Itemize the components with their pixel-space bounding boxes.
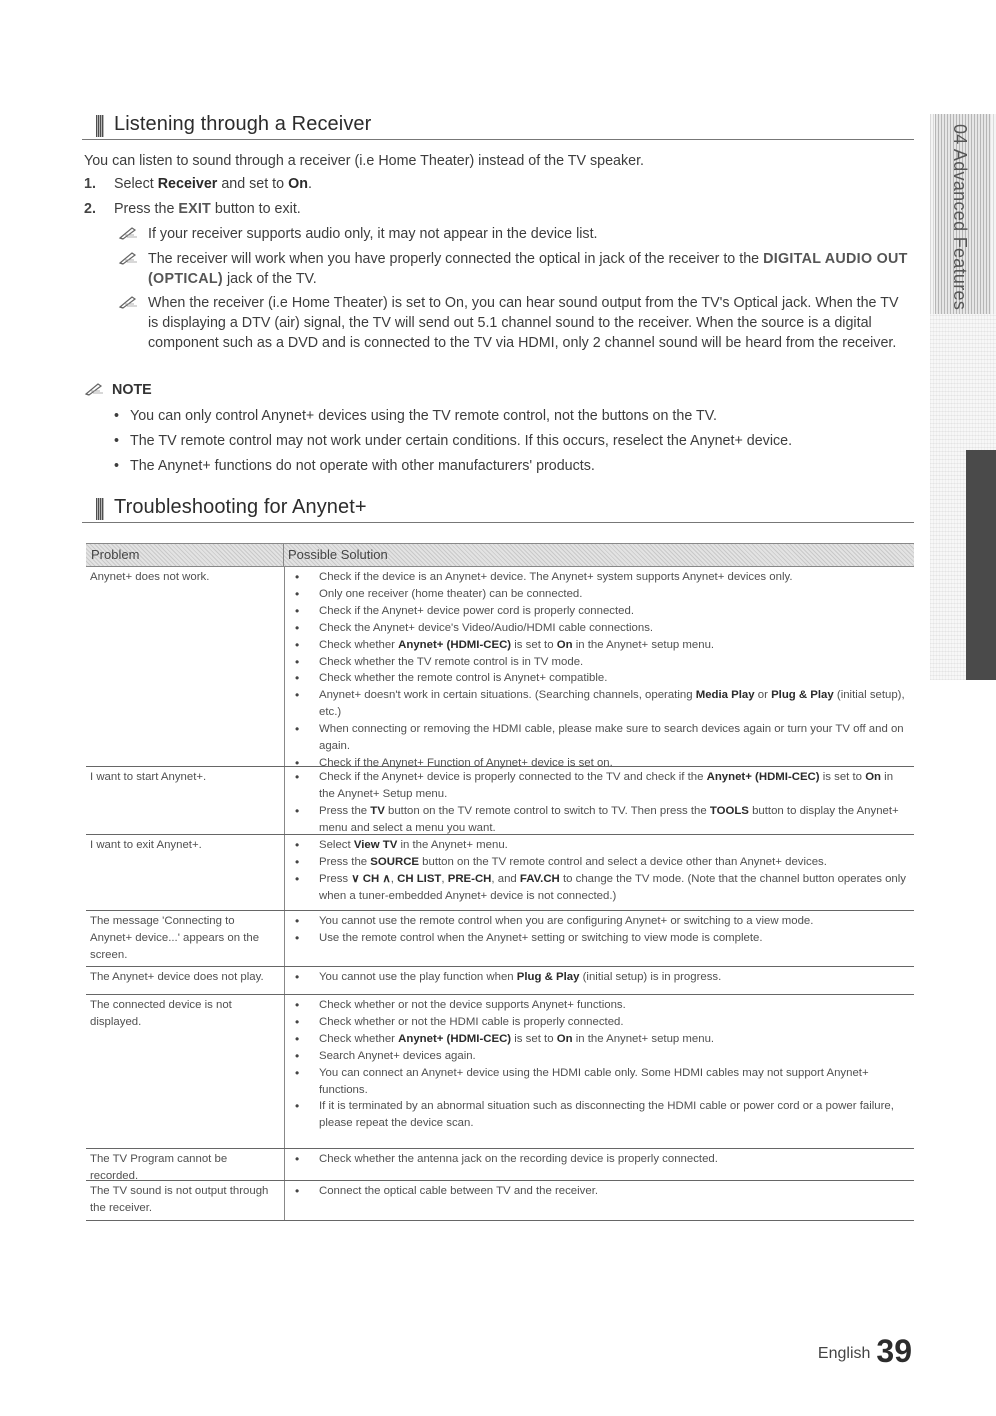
section-marker: [96, 498, 104, 520]
solution-item: • Check whether Anynet+ (HDMI-CEC) is set to On in the Anynet+ setup menu.: [285, 1031, 914, 1048]
step-text: Select: [114, 176, 158, 192]
solution-cell: [284, 995, 914, 1148]
step-text: Press the: [114, 201, 179, 217]
table-row: [86, 911, 914, 967]
solution-item: • When connecting or removing the HDMI cable, please make sure to search devices again or turn your TV off and on again.: [285, 721, 914, 755]
solution-item: • Use the remote control when the Anynet+ setting or switching to view mode is complete.: [285, 930, 914, 947]
note-label: NOTE: [112, 382, 152, 398]
solution-item: • Anynet+ doesn't work in certain situations. (Searching channels, operating Media Play or Plug & Play (initial setup), etc.): [285, 687, 914, 721]
memo-note-1: [118, 224, 908, 244]
problem-cell: I want to start Anynet+.: [90, 771, 207, 783]
intro-text: You can listen to sound through a receiver (i.e Home Theater) instead of the TV speaker.: [84, 153, 645, 169]
step-text: and set to: [217, 176, 289, 192]
menu-item-name: Receiver: [157, 176, 218, 192]
solution-item: • Press the SOURCE button on the TV remote control and select a device other than Anynet+ devices.: [285, 854, 914, 871]
section-title: Troubleshooting for Anynet+: [114, 496, 367, 518]
solution-cell: [284, 567, 914, 769]
solution-item: • You cannot use the remote control when you are configuring Anynet+ or switching to a view mode.: [285, 913, 914, 930]
step-2: [84, 199, 904, 219]
memo-text-part: jack of the TV.: [222, 271, 317, 287]
table-body: [86, 567, 914, 1221]
solution-cell: [284, 1181, 914, 1220]
bullet-text: The Anynet+ functions do not operate with other manufacturers' products.: [130, 458, 595, 474]
solution-item: • Check whether or not the HDMI cable is properly connected.: [285, 1014, 914, 1031]
step-number: 2.: [84, 201, 96, 217]
problem-cell: The TV sound is not output through the receiver.: [90, 1185, 269, 1214]
setting-value: On: [288, 176, 308, 192]
solution-item: • Check whether the TV remote control is in TV mode.: [285, 654, 914, 671]
solution-item: • Check the Anynet+ device's Video/Audio/HDMI cable connections.: [285, 620, 914, 637]
memo-text: When the receiver (i.e Home Theater) is set to On, you can hear sound output from the TV's Optical jack. When the TV is displaying a DTV (air) signal, the TV will send out 5.1 channel sound to the receiver. When the source is a digital component such as a DVD and is connected to the TV via HDMI, only 2 channel sound will be heard from the receiver.: [148, 295, 899, 351]
column-header-problem: Problem: [91, 547, 140, 562]
pencil-note-icon: [84, 382, 106, 396]
table-row: [86, 835, 914, 911]
solution-item: • Check if the Anynet+ device power cord is properly connected.: [285, 603, 914, 620]
solution-item: • Check if the Anynet+ Function of Anynet+ device is set on.: [285, 755, 914, 772]
memo-text: If your receiver supports audio only, it may not appear in the device list.: [148, 226, 598, 242]
button-name: EXIT: [178, 201, 211, 217]
step-text: button to exit.: [210, 201, 301, 217]
solution-cell: [284, 767, 914, 834]
table-row: [86, 567, 914, 767]
solution-item: • You can connect an Anynet+ device using the HDMI cable only. Some HDMI cables may not support Anynet+ functions.: [285, 1065, 914, 1099]
note-heading: [84, 380, 152, 400]
table-row: [86, 1149, 914, 1181]
section-title: Listening through a Receiver: [114, 113, 372, 135]
troubleshooting-table: [86, 543, 914, 1221]
active-chapter-marker: [966, 450, 996, 680]
table-row: [86, 995, 914, 1149]
bullet-text: The TV remote control may not work under certain conditions. If this occurs, reselect the Anynet+ device.: [130, 433, 793, 449]
jack-name: DIGITAL AUDIO OUT (OPTICAL): [148, 251, 908, 287]
column-header-solution: Possible Solution: [288, 547, 388, 562]
table-header: [86, 543, 914, 567]
page-number: 39: [876, 1333, 912, 1369]
problem-cell: Anynet+ does not work.: [90, 571, 210, 583]
problem-cell: The TV Program cannot be recorded.: [90, 1153, 228, 1182]
solution-item: • Select View TV in the Anynet+ menu.: [285, 837, 914, 854]
solution-item: • Check whether the antenna jack on the recording device is properly connected.: [285, 1151, 914, 1168]
solution-item: • Check if the device is an Anynet+ device. The Anynet+ system supports Anynet+ devices only.: [285, 569, 914, 586]
solution-item: • Check if the Anynet+ device is properly connected to the TV and check if the Anynet+ (HDMI-CEC) is set to On in the Anynet+ Setup menu.: [285, 769, 914, 803]
memo-note-3: [118, 293, 908, 353]
section-header-troubleshooting: [82, 497, 914, 523]
problem-cell: The connected device is not displayed.: [90, 999, 232, 1028]
language-label: English: [817, 1345, 871, 1362]
solution-item: • Check whether the remote control is Anynet+ compatible.: [285, 670, 914, 687]
problem-cell: The Anynet+ device does not play.: [90, 971, 264, 983]
pencil-note-icon: [118, 251, 140, 265]
pencil-note-icon: [118, 226, 140, 240]
solution-cell: [284, 1149, 914, 1180]
solution-item: • If it is terminated by an abnormal situation such as disconnecting the HDMI cable or power cord or a power failure, please repeat the device scan.: [285, 1098, 914, 1132]
chapter-side-tab: [930, 114, 996, 680]
table-row: [86, 967, 914, 995]
solution-item: • Check whether Anynet+ (HDMI-CEC) is set to On in the Anynet+ setup menu.: [285, 637, 914, 654]
step-1: [84, 174, 904, 194]
problem-cell: I want to exit Anynet+.: [90, 839, 202, 851]
solution-item: • Press the TV button on the TV remote control to switch to TV. Then press the TOOLS button to display the Anynet+ menu and select a menu you want.: [285, 803, 914, 837]
solution-cell: [284, 911, 914, 966]
note-bullet: • The TV remote control may not work under certain conditions. If this occurs, reselect the Anynet+ device.: [114, 433, 793, 449]
solution-cell: [284, 835, 914, 910]
solution-item: • Check whether or not the device supports Anynet+ functions.: [285, 997, 914, 1014]
table-row: [86, 767, 914, 835]
solution-item: • Connect the optical cable between TV and the receiver.: [285, 1183, 914, 1200]
solution-item: • You cannot use the play function when Plug & Play (initial setup) is in progress.: [285, 969, 914, 986]
solution-item: • Press ∨ CH ∧, CH LIST, PRE-CH, and FAV.CH to change the TV mode. (Note that the channel button operates only when a tuner-embedded Anynet+ device is not connected.): [285, 871, 914, 905]
problem-cell: The message 'Connecting to Anynet+ device...' appears on the screen.: [90, 915, 260, 961]
page-footer: [818, 1333, 912, 1370]
note-bullet: • The Anynet+ functions do not operate with other manufacturers' products.: [114, 458, 595, 474]
solution-cell: [284, 967, 914, 994]
table-row: [86, 1181, 914, 1221]
step-number: 1.: [84, 176, 96, 192]
solution-item: • Search Anynet+ devices again.: [285, 1048, 914, 1065]
chapter-label: 04 Advanced Features: [950, 124, 970, 311]
section-header-receiver: [82, 114, 914, 140]
pencil-note-icon: [118, 295, 140, 309]
memo-text-part: The receiver will work when you have properly connected the optical in jack of the receiver to the: [148, 251, 764, 267]
section-marker: [96, 115, 104, 137]
solution-item: • Only one receiver (home theater) can be connected.: [285, 586, 914, 603]
step-text: .: [307, 176, 312, 192]
memo-note-2: [118, 249, 908, 289]
bullet-text: You can only control Anynet+ devices using the TV remote control, not the buttons on the TV.: [130, 408, 717, 424]
memo-text: [118, 249, 908, 289]
note-bullet: • You can only control Anynet+ devices using the TV remote control, not the buttons on the TV.: [114, 408, 717, 424]
